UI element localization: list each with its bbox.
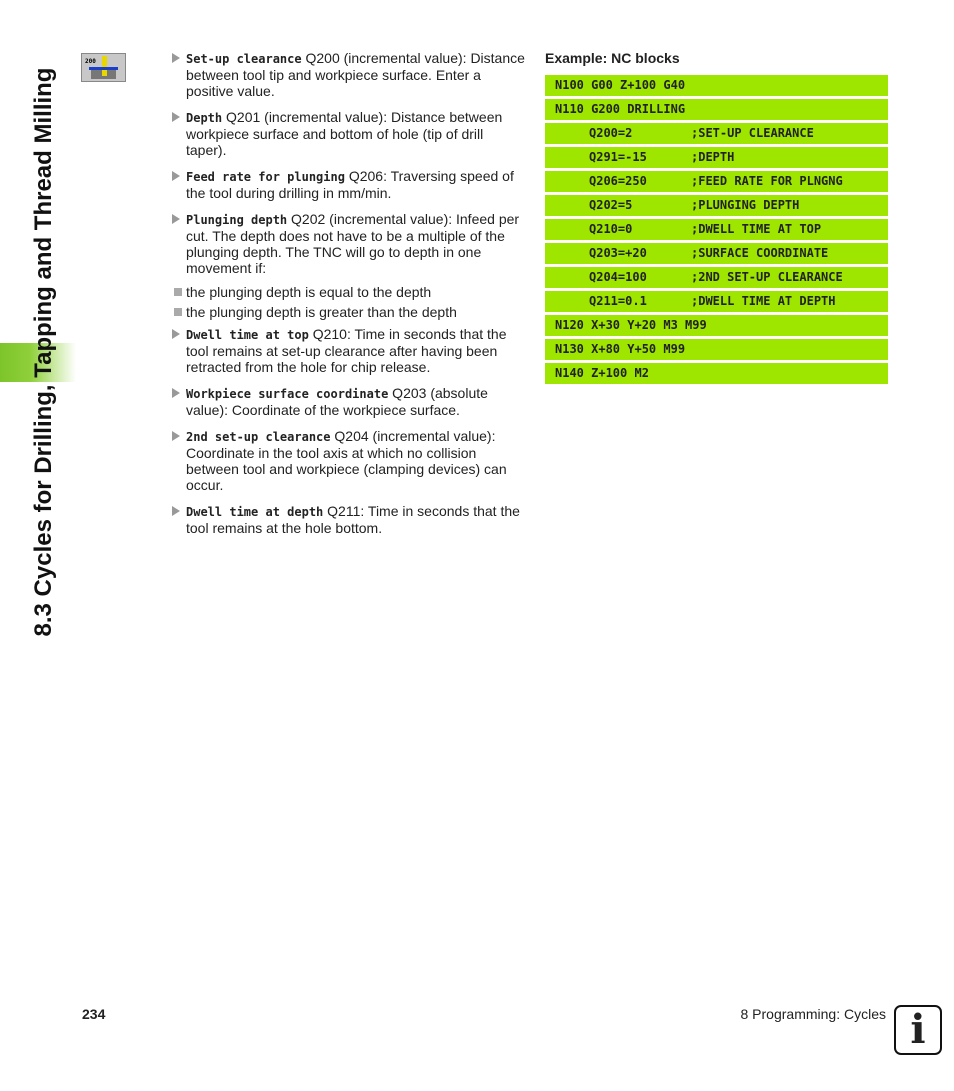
nc-comment: ;PLUNGING DEPTH <box>691 198 800 212</box>
example-title: Example: NC blocks <box>545 50 680 66</box>
parameter-item <box>172 326 527 375</box>
nc-code: N110 G200 DRILLING <box>555 102 686 116</box>
nc-block-row <box>545 315 888 336</box>
info-icon: i <box>894 1005 942 1055</box>
parameter-description: Q211: Time in seconds that the tool remains at the hole bottom. <box>186 503 520 536</box>
nc-code: Q200=2 <box>589 126 633 140</box>
parameter-list <box>172 50 527 546</box>
nc-code: Q291=-15 <box>589 150 647 164</box>
nc-comment: ;DWELL TIME AT TOP <box>691 222 822 236</box>
parameter-description: Q200 (incremental value): Distance between tool tip and workpiece surface. Enter a positive value. <box>186 50 525 99</box>
nc-comment: ;DWELL TIME AT DEPTH <box>691 294 836 308</box>
nc-comment: ;FEED RATE FOR PLNGNG <box>691 174 843 188</box>
cycle-200-softkey-icon <box>81 53 126 82</box>
nc-comment: ;SURFACE COORDINATE <box>691 246 829 260</box>
arrow-right-icon <box>172 506 180 516</box>
bullet-item <box>172 284 527 300</box>
square-bullet-icon <box>174 308 182 316</box>
nc-code: Q206=250 <box>589 174 647 188</box>
arrow-right-icon <box>172 53 180 63</box>
nc-code: N100 G00 Z+100 G40 <box>555 78 686 92</box>
parameter-name: Dwell time at top <box>186 328 309 342</box>
nc-block-row <box>545 147 888 168</box>
parameter-description: Q204 (incremental value): Coordinate in the tool axis at which no collision between tool and workpiece (clamping devices) can occur. <box>186 428 507 493</box>
nc-block-row <box>545 123 888 144</box>
parameter-name: Feed rate for plunging <box>186 170 345 184</box>
parameter-name: Plunging depth <box>186 213 288 227</box>
bullet-text: the plunging depth is equal to the depth <box>186 284 432 300</box>
arrow-right-icon <box>172 431 180 441</box>
square-bullet-icon <box>174 288 182 296</box>
nc-code: N140 Z+100 M2 <box>555 366 649 380</box>
page-number: 234 <box>82 1006 106 1022</box>
nc-code: N130 X+80 Y+50 M99 <box>555 342 686 356</box>
parameter-item <box>172 168 527 201</box>
nc-code: N120 X+30 Y+20 M3 M99 <box>555 318 707 332</box>
nc-block-row <box>545 339 888 360</box>
nc-code: Q210=0 <box>589 222 633 236</box>
nc-block-row <box>545 219 888 240</box>
parameter-item <box>172 503 527 536</box>
parameter-name: Set-up clearance <box>186 52 302 66</box>
nc-block-row <box>545 99 888 120</box>
parameter-description: Q206: Traversing speed of the tool during drilling in mm/min. <box>186 168 514 201</box>
parameter-name: Dwell time at depth <box>186 505 324 519</box>
chapter-side-title: 8.3 Cycles for Drilling, Tapping and Thread Milling <box>30 67 57 637</box>
nc-comment: ;SET-UP CLEARANCE <box>691 126 814 140</box>
parameter-description: Q203 (absolute value): Coordinate of the workpiece surface. <box>186 385 488 418</box>
chapter-footer: 8 Programming: Cycles <box>740 1006 886 1022</box>
nc-block-row <box>545 75 888 96</box>
nc-block-row <box>545 363 888 384</box>
parameter-description: Q201 (incremental value): Distance between workpiece surface and bottom of hole (tip of drill taper). <box>186 109 503 158</box>
nc-block-row <box>545 195 888 216</box>
bullet-item <box>172 304 527 320</box>
nc-code: Q204=100 <box>589 270 647 284</box>
cycle-icon-label: 200 <box>85 58 96 65</box>
nc-block-row <box>545 291 888 312</box>
nc-example <box>545 50 888 387</box>
parameter-item <box>172 385 527 418</box>
arrow-right-icon <box>172 214 180 224</box>
parameter-name: Workpiece surface coordinate <box>186 387 389 401</box>
parameter-item <box>172 50 527 99</box>
parameter-name: Depth <box>186 111 223 125</box>
nc-code: Q202=5 <box>589 198 633 212</box>
arrow-right-icon <box>172 329 180 339</box>
nc-block-row <box>545 243 888 264</box>
parameter-item <box>172 109 527 158</box>
nc-comment: ;2ND SET-UP CLEARANCE <box>691 270 843 284</box>
nc-comment: ;DEPTH <box>691 150 735 164</box>
arrow-right-icon <box>172 112 180 122</box>
nc-block-row <box>545 267 888 288</box>
bullet-text: the plunging depth is greater than the depth <box>186 304 457 320</box>
nc-block-row <box>545 171 888 192</box>
nc-code: Q203=+20 <box>589 246 647 260</box>
arrow-right-icon <box>172 171 180 181</box>
arrow-right-icon <box>172 388 180 398</box>
parameter-description: Q210: Time in seconds that the tool remains at set-up clearance after having been retracted from the hole for chip release. <box>186 326 507 375</box>
parameter-item <box>172 211 527 276</box>
parameter-description: Q202 (incremental value): Infeed per cut. The depth does not have to be a multiple of the plunging depth. The TNC will go to depth in one movement if: <box>186 211 520 276</box>
parameter-item <box>172 428 527 493</box>
parameter-name: 2nd set-up clearance <box>186 430 331 444</box>
nc-code: Q211=0.1 <box>589 294 647 308</box>
